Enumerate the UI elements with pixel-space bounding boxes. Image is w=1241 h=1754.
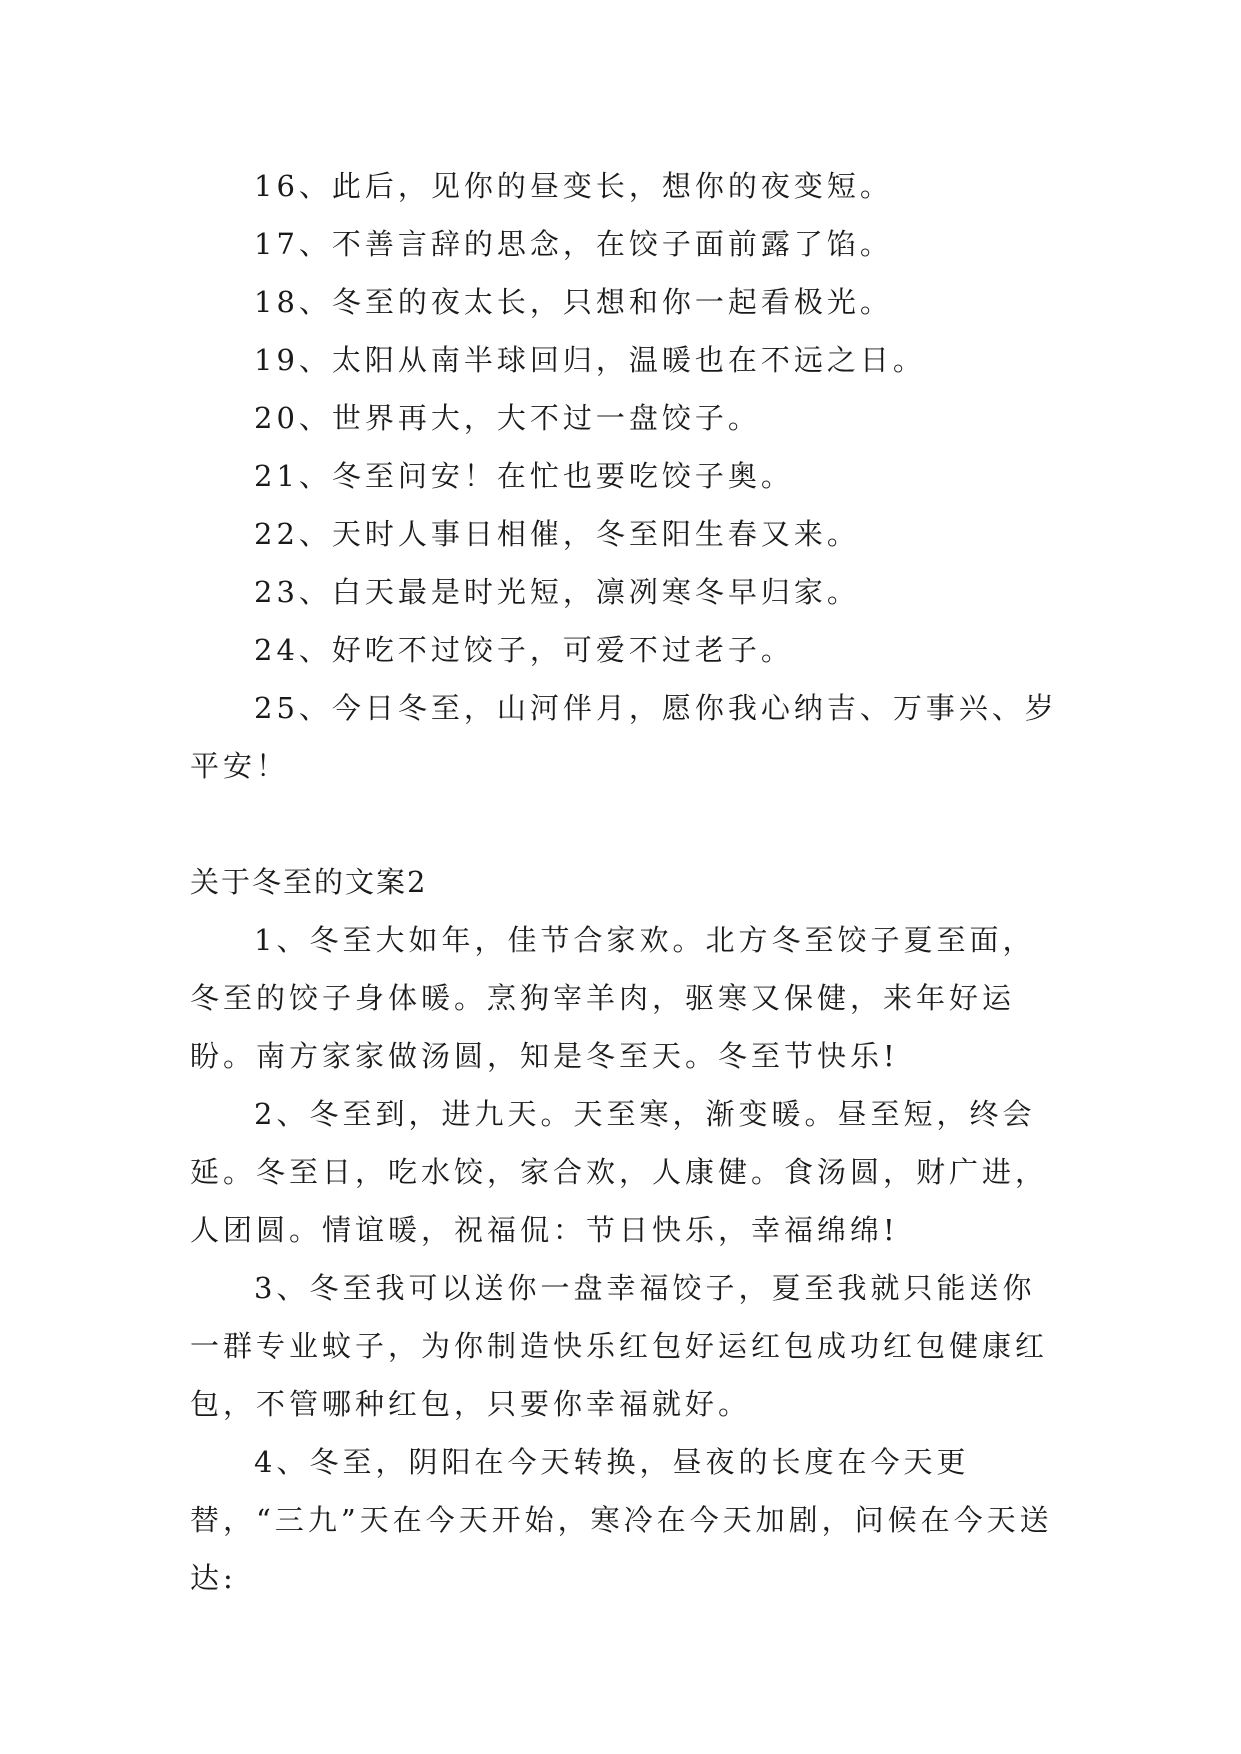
list-item: 25、今日冬至，山河伴月，愿你我心纳吉、万事兴、岁平安！ <box>190 691 1058 783</box>
section-heading: 关于冬至的文案2 <box>190 865 428 899</box>
list-item: 24、好吃不过饺子，可爱不过老子。 <box>254 633 794 667</box>
list-item: 18、冬至的夜太长，只想和你一起看极光。 <box>254 285 893 319</box>
list-item: 2、冬至到，进九天。天至寒，渐变暖。昼至短，终会延。冬至日，吃水饺，家合欢，人康健。食汤圆，财广进，人团圆。情谊暖，祝福侃：节日快乐，幸福绵绵! <box>190 1097 1049 1247</box>
list-item: 23、白天最是时光短，凛冽寒冬早归家。 <box>254 575 860 609</box>
list-section-1 <box>190 157 1060 795</box>
list-item: 21、冬至问安！在忙也要吃饺子奥。 <box>254 459 794 493</box>
list-item: 16、此后，见你的昼变长，想你的夜变短。 <box>254 169 893 203</box>
list-item: 22、天时人事日相催，冬至阳生春又来。 <box>254 517 860 551</box>
list-item: 20、世界再大，大不过一盘饺子。 <box>254 401 761 435</box>
list-item: 4、冬至，阴阳在今天转换，昼夜的长度在今天更替，“三九”天在今天开始，寒冷在今天加剧，问候在今天送达: <box>190 1445 1053 1595</box>
list-item: 19、太阳从南半球回归，温暖也在不远之日。 <box>254 343 926 377</box>
list-section-2 <box>190 911 1060 1607</box>
list-item: 17、不善言辞的思念，在饺子面前露了馅。 <box>254 227 893 261</box>
list-item: 3、冬至我可以送你一盘幸福饺子，夏至我就只能送你一群专业蚊子，为你制造快乐红包好运红包成功红包健康红包，不管哪种红包，只要你幸福就好。 <box>190 1271 1049 1421</box>
list-item: 1、冬至大如年，佳节合家欢。北方冬至饺子夏至面，冬至的饺子身体暖。烹狗宰羊肉，驱寒又保健，来年好运盼。南方家家做汤圆，知是冬至天。冬至节快乐! <box>190 923 1036 1073</box>
